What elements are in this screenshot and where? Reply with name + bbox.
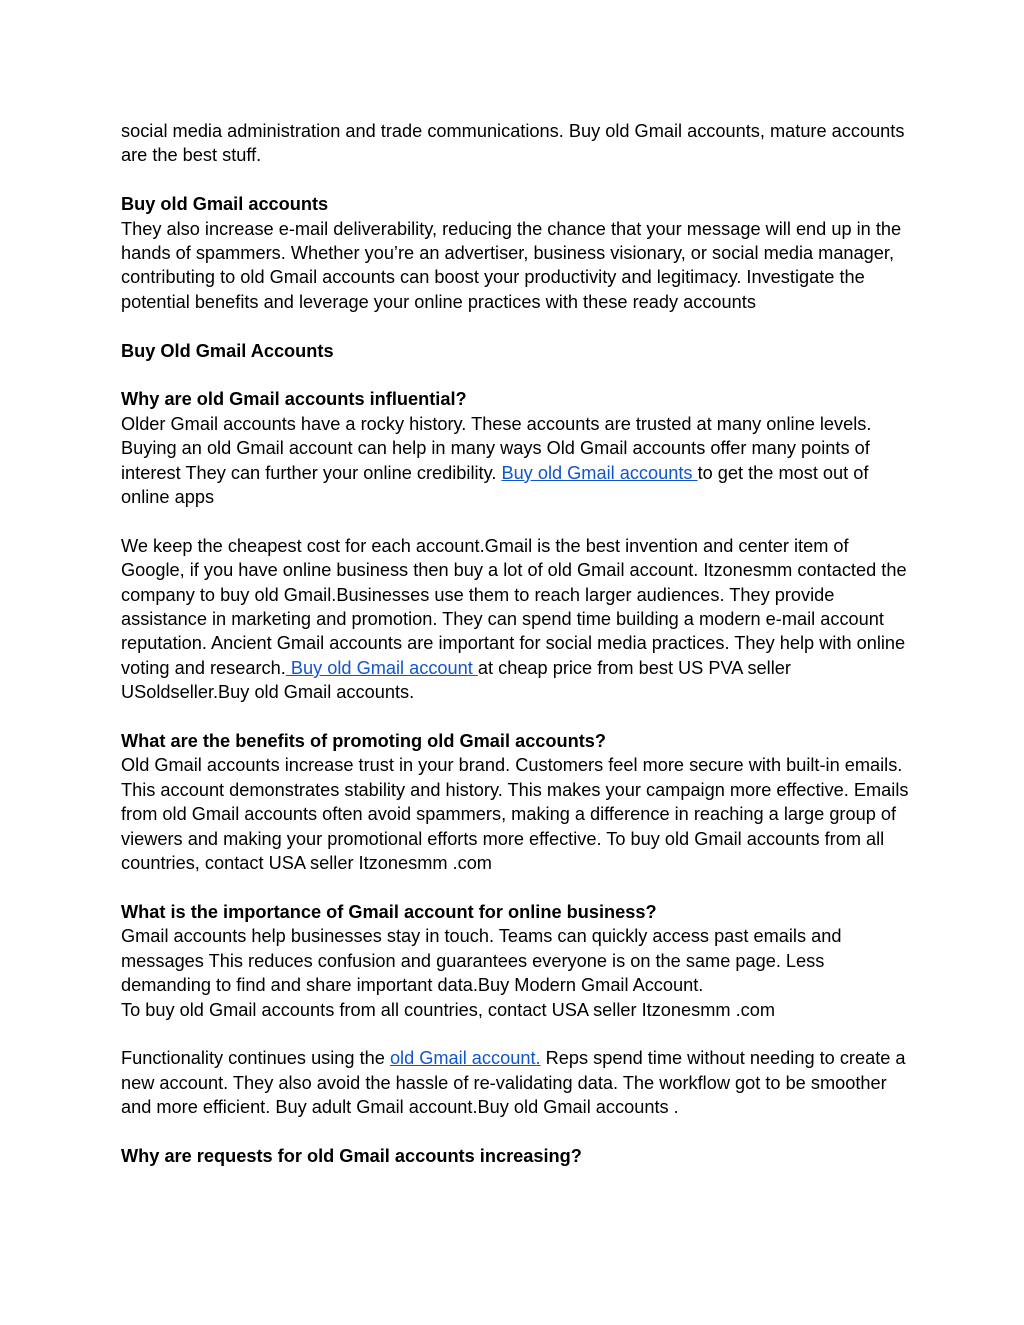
paragraph-deliverability: They also increase e-mail deliverability, reducing the chance that your message will end up in the hands of spammers. Whether you’re an advertiser, business visionary, or social media manager, contributing to old Gmail accounts can boost your productivity and legitimacy. Investigate the potential benefits and leverage your online practices with these ready accounts [121,218,902,312]
paragraph-influential [121,412,911,510]
paragraph-influential-text-b: to get the most out of online apps [121,462,869,508]
paragraph-cheapest-cost [121,534,911,705]
heading-importance: What is the importance of Gmail account for online business? [121,901,657,922]
buy-old-gmail-account-link[interactable]: Buy old Gmail account [285,657,478,678]
heading-benefits: What are the benefits of promoting old Gmail accounts? [121,731,607,752]
document-page [121,119,911,1168]
heading-buy-old-gmail-accounts-2: Buy Old Gmail Accounts [121,340,334,361]
old-gmail-account-link[interactable]: old Gmail account. [389,1048,541,1069]
buy-old-gmail-accounts-link[interactable]: Buy old Gmail accounts [501,462,698,483]
heading-buy-old-gmail-accounts: Buy old Gmail accounts [121,194,329,215]
paragraph-influential-text-a: Older Gmail accounts have a rocky history. These accounts are trusted at many online levels. Buying an old Gmail account can help in many ways Old Gmail accounts offer many points of interest They can further your online credibility. [121,413,872,483]
paragraph-functionality-text-b: Reps spend time without needing to create a new account. They also avoid the hassle of re-validating data. The workflow got to be smoother and more efficient. Buy adult Gmail account.Buy old Gmail accounts . [121,1048,906,1118]
paragraph-cheapest-text-a: We keep the cheapest cost for each account.Gmail is the best invention and center item of Google, if you have online business then buy a lot of old Gmail account. Itzonesmm contacted the company to buy old Gmail.Businesses use them to reach larger audiences. They provide assistance in marketing and promotion. They can spend time building a modern e-mail account reputation. Ancient Gmail accounts are important for social media practices. They help with online voting and research. [121,535,907,678]
paragraph-functionality-text-a: Functionality continues using the [121,1048,390,1069]
paragraph-intro: social media administration and trade communications. Buy old Gmail accounts, mature accounts are the best stuff. [121,121,905,166]
heading-requests-increasing: Why are requests for old Gmail accounts increasing? [121,1145,582,1166]
paragraph-functionality [121,1046,911,1119]
paragraph-importance: Gmail accounts help businesses stay in touch. Teams can quickly access past emails and messages This reduces confusion and guarantees everyone is on the same page. Less demanding to find and share important data.Buy Modern Gmail Account. [121,926,842,996]
paragraph-contact-seller: To buy old Gmail accounts from all countries, contact USA seller Itzonesmm .com [121,999,775,1020]
heading-why-influential: Why are old Gmail accounts influential? [121,389,467,410]
paragraph-benefits: Old Gmail accounts increase trust in your brand. Customers feel more secure with built-in emails. This account demonstrates stability and history. This makes your campaign more effective. Emails from old Gmail accounts often avoid spammers, making a difference in reaching a large group of viewers and making your promotional efforts more effective. To buy old Gmail accounts from all countries, contact USA seller Itzonesmm .com [121,755,909,874]
paragraph-cheapest-text-b: at cheap price from best US PVA seller USoldseller.Buy old Gmail accounts. [121,657,791,703]
